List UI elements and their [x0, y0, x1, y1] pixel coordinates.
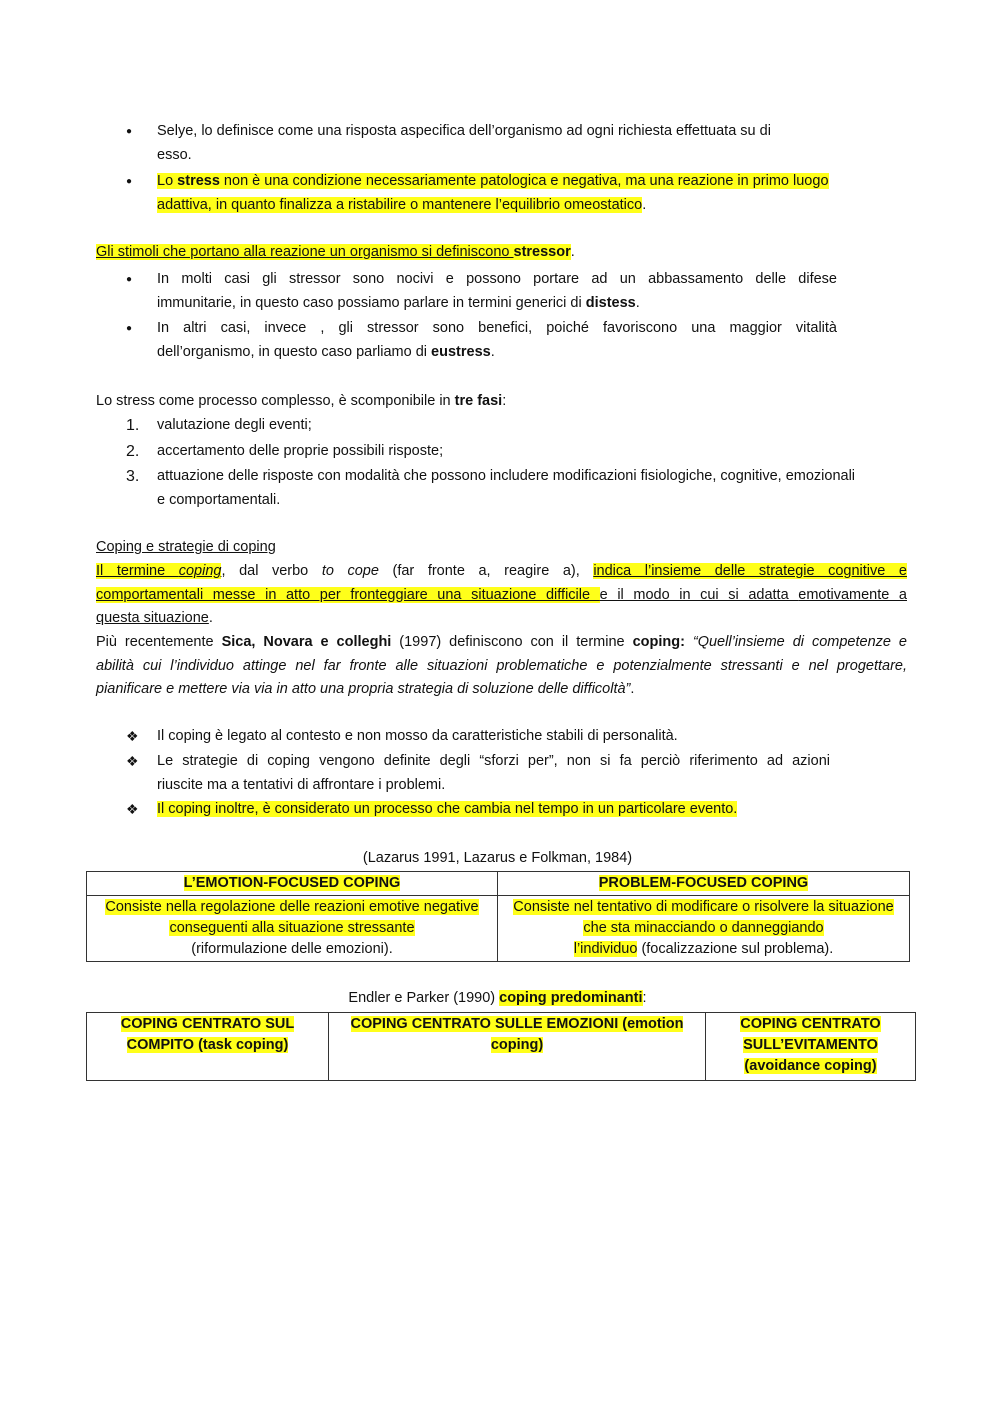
coping-heading: Coping e strategie di coping [96, 539, 276, 555]
bullet-icon: ● [126, 323, 133, 334]
bullet-text-stress: Lo stress non è una condizione necessariamente patologica e negativa, ma una reazione in primo luogo adattiva, in quanto finalizza a ristabilire o mantenere l’equilibrio omeostatico. [157, 173, 829, 213]
diamond-bullet-icon: ❖ [126, 801, 139, 817]
bullet-icon: ● [126, 126, 133, 137]
diamond-item: Il coping inoltre, è considerato un processo che cambia nel tempo in un particolare evento. [157, 801, 738, 817]
bullet-icon: ● [126, 176, 133, 187]
diamond-item: Il coping è legato al contesto e non mosso da caratteristiche stabili di personalità. [157, 728, 678, 744]
table1-cell-emotion: Consiste nella regolazione delle reazioni emotive negative conseguenti alla situazione stressante (riformulazione delle emozioni). [87, 896, 498, 962]
phases-intro: Lo stress come processo complesso, è scomponibile in tre fasi: [96, 393, 507, 409]
table1-header-problem: PROBLEM-FOCUSED COPING [498, 872, 910, 896]
table2-caption: Endler e Parker (1990) coping predominanti: [348, 990, 647, 1006]
list-number: 1. [126, 417, 140, 434]
phase-item: accertamento delle proprie possibili risposte; [157, 443, 444, 459]
bullet-text-selye: Selye, lo definisce come una risposta aspecifica dell’organismo ad ogni richiesta effettuata su di esso. [157, 123, 771, 163]
lazarus-coping-table [86, 871, 910, 962]
endler-parker-table [86, 1012, 916, 1081]
table1-header-emotion: L’EMOTION-FOCUSED COPING [87, 872, 498, 896]
bullet-text-eustress: In altri casi, invece , gli stressor sono benefici, poiché favoriscono una maggior vitalità dell’organismo, in questo caso parliamo di eustress. [157, 320, 837, 360]
table1-caption: (Lazarus 1991, Lazarus e Folkman, 1984) [362, 850, 633, 866]
bullet-text-distess: In molti casi gli stressor sono nocivi e possono portare ad un abbassamento delle difese immunitarie, in questo caso possiamo parlare in termini generici di distess. [157, 271, 837, 311]
diamond-bullet-icon: ❖ [126, 753, 139, 769]
coping-paragraph-2: Più recentemente Sica, Novara e colleghi (1997) definiscono con il termine coping: “Quell’insieme di competenze e abilità cui l’individuo attinge nel far fronte alle situazioni problematiche e potenzialmente stressanti e nel progettare, pianificare e mettere via via in atto una propria strategia di soluzione delle difficoltà”. [96, 634, 907, 697]
table2-cell-emotion: COPING CENTRATO SULLE EMOZIONI (emotion coping) [329, 1013, 706, 1081]
table2-cell-task: COPING CENTRATO SUL COMPITO (task coping) [87, 1013, 329, 1081]
coping-paragraph-1: Il termine coping, dal verbo to cope (far fronte a, reagire a), indica l’insieme delle strategie cognitive e comportamentali messe in atto per fronteggiare una situazione difficile e il modo in cui si adatta emotivamente a questa situazione. [96, 563, 907, 626]
list-number: 3. [126, 468, 140, 485]
diamond-item: Le strategie di coping vengono definite degli “sforzi per”, non si fa perciò riferimento ad azioni riuscite ma a tentativi di affrontare i problemi. [157, 753, 830, 793]
table2-cell-avoidance: COPING CENTRATO SULL’EVITAMENTO (avoidance coping) [706, 1013, 916, 1081]
bullet-icon: ● [126, 274, 133, 285]
table1-cell-problem: Consiste nel tentativo di modificare o risolvere la situazione che sta minacciando o danneggiando l’individuo (focalizzazione sul problema). [498, 896, 910, 962]
list-number: 2. [126, 443, 140, 460]
phase-item: attuazione delle risposte con modalità che possono includere modificazioni fisiologiche, cognitive, emozionali e comportamentali. [157, 468, 856, 508]
diamond-bullet-icon: ❖ [126, 728, 139, 744]
phase-item: valutazione degli eventi; [157, 417, 312, 433]
stressor-intro: Gli stimoli che portano alla reazione un organismo si definiscono stressor. [96, 244, 575, 260]
